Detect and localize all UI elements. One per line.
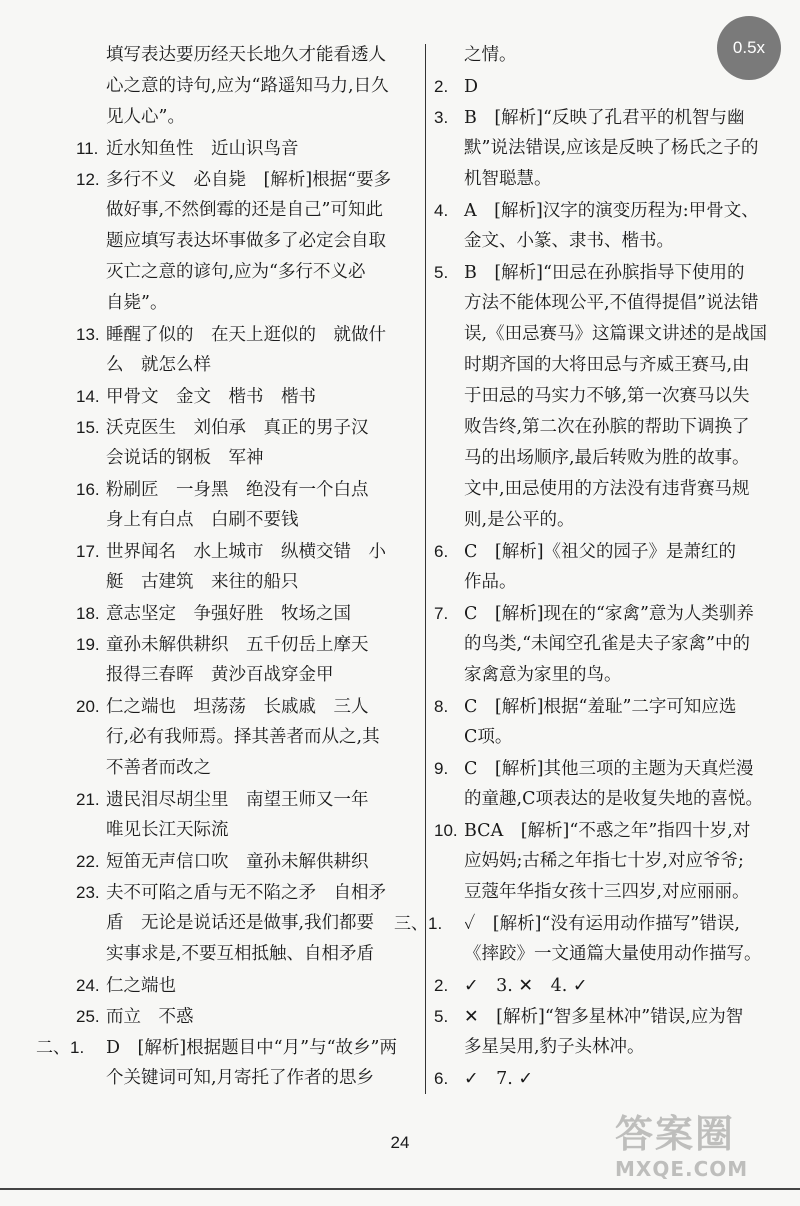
answer-line bbox=[76, 102, 416, 133]
answer-text: 默”说法错误,应该是反映了杨氏之子的 bbox=[464, 138, 759, 158]
answer-text: 的童趣,C项表达的是收复失地的喜悦。 bbox=[464, 789, 763, 809]
answer-line bbox=[76, 319, 416, 350]
answer-line bbox=[434, 102, 794, 133]
answer-text: 世界闻名 水上城市 纵横交错 小 bbox=[106, 542, 386, 562]
answer-text: 沃克医生 刘伯承 真正的男子汉 bbox=[106, 418, 369, 438]
question-number: 15. bbox=[76, 418, 100, 437]
answer-text: 会说话的钢板 军神 bbox=[106, 448, 264, 468]
question-number: 2. bbox=[434, 77, 449, 96]
answer-text: 行,必有我师焉。择其善者而从之,其 bbox=[106, 727, 380, 747]
answer-text: 个关键词可知,月寄托了作者的思乡 bbox=[106, 1068, 375, 1088]
answer-text: 自毙”。 bbox=[106, 293, 168, 313]
answer-line bbox=[434, 474, 794, 505]
answer-text: 盾 无论是说话还是做事,我们都要 bbox=[106, 913, 375, 933]
question-number: 3. bbox=[434, 108, 449, 127]
answer-text: 多星吴用,豹子头林冲。 bbox=[464, 1037, 645, 1057]
answer-text: 童孙未解供耕织 五千仞岳上摩天 bbox=[106, 635, 369, 655]
answer-line bbox=[434, 133, 794, 164]
question-number: 22. bbox=[76, 852, 100, 871]
answer-line bbox=[76, 505, 416, 536]
answer-line bbox=[434, 1001, 794, 1032]
answer-line bbox=[434, 846, 794, 877]
question-number: 16. bbox=[76, 480, 100, 499]
question-number: 二、1. bbox=[36, 1038, 85, 1057]
question-number: 6. bbox=[434, 542, 449, 561]
answer-text: 唯见长江天际流 bbox=[106, 820, 229, 840]
answer-text: 方法不能体现公平,不值得提倡”说法错 bbox=[464, 293, 759, 313]
answer-text: 见人心”。 bbox=[106, 107, 185, 127]
question-number: 23. bbox=[76, 883, 100, 902]
answer-text: 短笛无声信口吹 童孙未解供耕织 bbox=[106, 852, 369, 872]
answer-text: A [解析]汉字的演变历程为:甲骨文、 bbox=[464, 201, 759, 221]
answer-text: 么 就怎么样 bbox=[106, 355, 211, 375]
answer-line bbox=[76, 288, 416, 319]
answer-line bbox=[434, 288, 794, 319]
answer-text: 不善者而改之 bbox=[106, 758, 211, 778]
answer-text: 仁之端也 坦荡荡 长戚戚 三人 bbox=[106, 697, 369, 717]
question-number: 25. bbox=[76, 1007, 100, 1026]
answer-line bbox=[76, 846, 416, 877]
answer-line bbox=[76, 660, 416, 691]
question-number: 20. bbox=[76, 697, 100, 716]
answer-text: B [解析]“田忌在孙膑指导下使用的 bbox=[464, 263, 745, 283]
answer-line bbox=[434, 691, 794, 722]
answer-text: 时期齐国的大将田忌与齐威王赛马,由 bbox=[464, 355, 750, 375]
answer-text: 应妈妈;古稀之年指七十岁,对应爷爷; bbox=[464, 851, 744, 871]
watermark-main: 答案圈 bbox=[615, 1112, 736, 1156]
question-number: 2. bbox=[434, 976, 449, 995]
answer-text: ✓ [解析]“没有运用动作描写”错误, bbox=[464, 914, 740, 934]
answer-text: 《摔跤》一文通篇大量使用动作描写。 bbox=[464, 944, 762, 964]
answer-line bbox=[434, 226, 794, 257]
question-number: 10. bbox=[434, 821, 458, 840]
answer-line bbox=[76, 133, 416, 164]
answer-line bbox=[76, 1001, 416, 1032]
answer-line bbox=[434, 939, 794, 970]
answer-line bbox=[434, 629, 794, 660]
answer-line bbox=[76, 567, 416, 598]
answer-line bbox=[434, 598, 794, 629]
answer-line bbox=[76, 970, 416, 1001]
answer-text: 做好事,不然倒霉的还是自己”可知此 bbox=[106, 200, 384, 220]
right-column bbox=[394, 40, 794, 1094]
answer-text: 之情。 bbox=[464, 45, 517, 65]
answer-text: BCA [解析]“不惑之年”指四十岁,对 bbox=[464, 821, 751, 841]
answer-text: 机智聪慧。 bbox=[464, 169, 552, 189]
answer-line bbox=[76, 381, 416, 412]
answer-line bbox=[76, 536, 416, 567]
answer-line bbox=[76, 443, 416, 474]
answer-line bbox=[76, 722, 416, 753]
answer-line bbox=[434, 536, 794, 567]
answer-text: 睡醒了似的 在天上逛似的 就做什 bbox=[106, 325, 386, 345]
question-number: 12. bbox=[76, 170, 100, 189]
question-number: 8. bbox=[434, 697, 449, 716]
question-number: 18. bbox=[76, 604, 100, 623]
answer-text: C [解析]根据“羞耻”二字可知应选 bbox=[464, 697, 737, 717]
question-number: 7. bbox=[434, 604, 449, 623]
answer-line bbox=[434, 412, 794, 443]
answer-line bbox=[76, 257, 416, 288]
answer-text: 甲骨文 金文 楷书 楷书 bbox=[106, 387, 316, 407]
answer-line bbox=[76, 40, 416, 71]
answer-line bbox=[434, 381, 794, 412]
answer-text: B [解析]“反映了孔君平的机智与幽 bbox=[464, 108, 745, 128]
answer-text: C [解析]现在的“家禽”意为人类驯养 bbox=[464, 604, 754, 624]
question-number: 17. bbox=[76, 542, 100, 561]
answer-line bbox=[76, 226, 416, 257]
answer-line bbox=[36, 1032, 416, 1063]
answer-text: 文中,田忌使用的方法没有违背赛马规 bbox=[464, 479, 750, 499]
question-number: 6. bbox=[434, 1069, 449, 1088]
answer-text: 多行不义 必自毙 [解析]根据“要多 bbox=[106, 170, 392, 190]
answer-text: 而立 不惑 bbox=[106, 1007, 194, 1027]
answer-text: 豆蔻年华指女孩十三四岁,对应丽丽。 bbox=[464, 882, 750, 902]
question-number: 14. bbox=[76, 387, 100, 406]
question-number: 24. bbox=[76, 976, 100, 995]
answer-text: 心之意的诗句,应为“路遥知马力,日久 bbox=[106, 76, 389, 96]
answer-text: 填写表达要历经天长地久才能看透人 bbox=[106, 45, 386, 65]
question-number: 5. bbox=[434, 1007, 449, 1026]
answer-text: C [解析]《祖父的园子》是萧红的 bbox=[464, 542, 737, 562]
answer-line bbox=[434, 877, 794, 908]
question-number: 13. bbox=[76, 325, 100, 344]
answer-line bbox=[76, 164, 416, 195]
answer-text: 金文、小篆、隶书、楷书。 bbox=[464, 231, 674, 251]
answer-text: 家禽意为家里的鸟。 bbox=[464, 665, 622, 685]
answer-text: 误,《田忌赛马》这篇课文讲述的是战国 bbox=[464, 324, 768, 344]
answer-line bbox=[434, 815, 794, 846]
answer-line bbox=[434, 1063, 794, 1094]
answer-text: C [解析]其他三项的主题为天真烂漫 bbox=[464, 759, 754, 779]
question-number: 4. bbox=[434, 201, 449, 220]
question-number: 5. bbox=[434, 263, 449, 282]
answer-text: 遗民泪尽胡尘里 南望王师又一年 bbox=[106, 790, 369, 810]
answer-line bbox=[434, 567, 794, 598]
answer-text: 报得三春晖 黄沙百战穿金甲 bbox=[106, 665, 334, 685]
answer-text: 夫不可陷之盾与无不陷之矛 自相矛 bbox=[106, 883, 386, 903]
answer-text: C项。 bbox=[464, 727, 513, 747]
answer-line bbox=[76, 877, 416, 908]
answer-text: 仁之端也 bbox=[106, 976, 176, 996]
answer-line bbox=[76, 350, 416, 381]
answer-text: D [解析]根据题目中“月”与“故乡”两 bbox=[106, 1038, 397, 1058]
question-number: 三、1. bbox=[394, 914, 443, 933]
answer-line bbox=[394, 908, 794, 939]
answer-line bbox=[434, 350, 794, 381]
question-number: 21. bbox=[76, 790, 100, 809]
answer-line bbox=[434, 784, 794, 815]
answer-line bbox=[76, 598, 416, 629]
answer-line bbox=[76, 784, 416, 815]
answer-text: 于田忌的马实力不够,第一次赛马以失 bbox=[464, 386, 750, 406]
answer-line bbox=[434, 753, 794, 784]
left-column bbox=[36, 40, 416, 1094]
answer-line bbox=[76, 815, 416, 846]
answer-text: 则,是公平的。 bbox=[464, 510, 575, 530]
answer-line bbox=[76, 939, 416, 970]
answer-line bbox=[434, 1032, 794, 1063]
answer-text: 实事求是,不要互相抵触、自相矛盾 bbox=[106, 944, 375, 964]
answer-line bbox=[76, 412, 416, 443]
question-number: 9. bbox=[434, 759, 449, 778]
answer-text: 马的出场顺序,最后转败为胜的故事。 bbox=[464, 448, 750, 468]
answer-text: 作品。 bbox=[464, 572, 517, 592]
answer-line bbox=[76, 908, 416, 939]
watermark-logo bbox=[615, 1112, 795, 1196]
answer-line bbox=[434, 319, 794, 350]
answer-line bbox=[76, 691, 416, 722]
page-number: 24 bbox=[390, 1133, 410, 1152]
answer-text: 的鸟类,“未闻空孔雀是夫子家禽”中的 bbox=[464, 634, 750, 654]
answer-text: D bbox=[464, 77, 479, 97]
answer-text: ✕ [解析]“智多星林冲”错误,应为智 bbox=[464, 1007, 744, 1027]
answer-line bbox=[76, 629, 416, 660]
answer-text: ✓ 3. ✕ 4. ✓ bbox=[464, 976, 588, 996]
answer-text: 近水知鱼性 近山识鸟音 bbox=[106, 139, 299, 159]
answer-line bbox=[76, 195, 416, 226]
answer-text: 灭亡之意的谚句,应为“多行不义必 bbox=[106, 262, 366, 282]
answer-line bbox=[434, 443, 794, 474]
question-number: 19. bbox=[76, 635, 100, 654]
answer-line bbox=[434, 195, 794, 226]
question-number: 11. bbox=[76, 139, 99, 158]
answer-text: 身上有白点 白刷不要钱 bbox=[106, 510, 299, 530]
answer-line bbox=[434, 257, 794, 288]
answer-line bbox=[76, 474, 416, 505]
answer-text: 粉刷匠 一身黑 绝没有一个白点 bbox=[106, 480, 369, 500]
answer-text: 意志坚定 争强好胜 牧场之国 bbox=[106, 604, 351, 624]
answer-line bbox=[434, 505, 794, 536]
zoom-level-button[interactable]: 0.5x bbox=[717, 16, 781, 80]
answer-text: 艇 古建筑 来往的船只 bbox=[106, 572, 299, 592]
answer-text: 败告终,第二次在孙膑的帮助下调换了 bbox=[464, 417, 750, 437]
answer-text: ✓ 7. ✓ bbox=[464, 1069, 534, 1089]
answer-line bbox=[434, 164, 794, 195]
watermark-sub: MXQE.COM bbox=[615, 1157, 749, 1181]
answer-line bbox=[434, 722, 794, 753]
answer-line bbox=[434, 970, 794, 1001]
answer-text: 题应填写表达坏事做多了必定会自取 bbox=[106, 231, 386, 251]
answer-line bbox=[76, 1063, 416, 1094]
answer-line bbox=[76, 71, 416, 102]
answer-line bbox=[434, 660, 794, 691]
answer-line bbox=[76, 753, 416, 784]
